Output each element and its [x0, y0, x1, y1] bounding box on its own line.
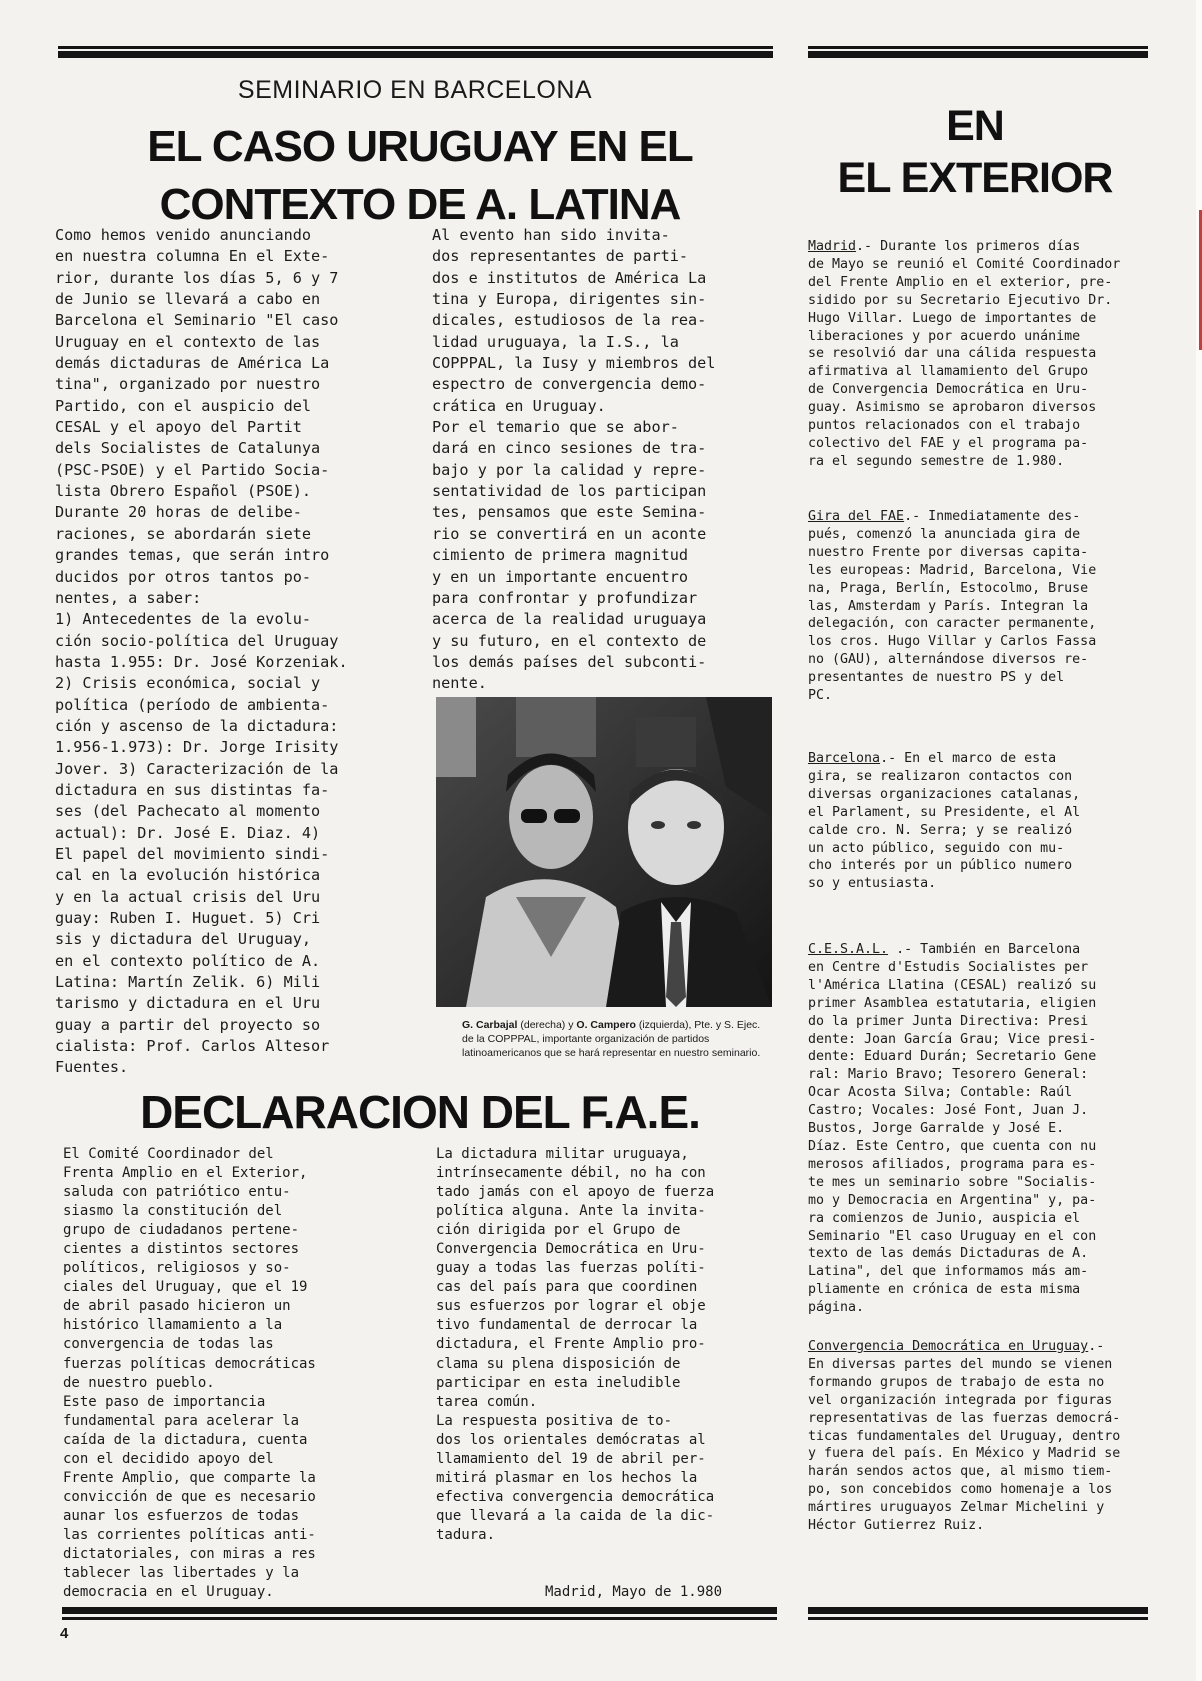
side-headline-line-1: EN — [946, 102, 1004, 150]
section-kicker: SEMINARIO EN BARCELONA — [237, 76, 593, 104]
exterior-text: .- En el marco de esta gira, se realizaron contactos con diversas organizaciones catalanas, el Parlament, su Presidente, el Al calde cro. N. Serra; y se realizó un acto público, seguido con mu- cho interés por un público numero so y entusiasta. — [808, 751, 1081, 892]
seminar-article-column-2: Al evento han sido invita- dos representantes de parti- dos e institutos de América La tina y Europa, dirigentes sin- dicales, estudiosos de la rea- lidad uruguaya, la I.S., la COPPPAL, la Iusy y miembros del espectro de convergencia demo- crática en Uruguay. Por el temario que se abor- dará en cinco sesiones de tra- bajo y por la calidad y repre- sentatividad de los participan tes, pensamos que este Semina- rio se convertirá en un aconte cimiento de primera magnitud y en un importante encuentro para confrontar y profundizar acerca de la realidad uruguaya y su futuro, en el contexto de los demás países del subconti- nente. — [432, 226, 716, 693]
declaration-title: DECLARACION DEL F.A.E. — [140, 1086, 700, 1138]
bottom-rule-left-thin — [62, 1617, 777, 1620]
exterior-text: .- En diversas partes del mundo se vienen formando grupos de trabajo de esta no vel organización integrada por figuras representativas de las fuerzas democrá- ticas fundamentales del Uruguay, dentro y fuera del país. En México y Madrid se harán sendos actos que, al mismo tiem- po, son concebidos como homenaje a los mártires uruguayos Zelmar Michelini y Héctor Gutierrez Ruiz. — [808, 1339, 1121, 1534]
exterior-place: Convergencia Democrática en Uruguay — [808, 1339, 1089, 1354]
exterior-item-convergencia — [808, 1338, 1158, 1535]
caption-text-1: (derecha) y — [517, 1019, 577, 1031]
bottom-rule-left-thick — [62, 1607, 777, 1614]
seminar-article-column-1: Como hemos venido anunciando en nuestra columna En el Exte- rior, durante los días 5, 6 y 7 de Junio se llevará a cabo en Barcelona el Seminario "El caso Uruguay en el contexto de las demás dictaduras de América La tina", organizado por nuestro Partido, con el auspicio del CESAL y el apoyo del Partit dels Socialistes de Catalunya (PSC-PSOE) y el Partido Socia- lista Obrero Español (PSOE). Durante 20 horas de delibe- raciones, se abordarán siete grandes temas, que serán intro ducidos por otros tantos po- nentes, a saber: 1) Antecedentes de la evolu- ción socio-política del Uruguay hasta 1.955: Dr. José Korzeniak. 2) Crisis económica, social y política (período de ambienta- ción y ascenso de la dictadura: 1.956-1.973): Dr. Jorge Irisity Jover. 3) Caracterización de la dictadura en sus distintas fa- ses (del Pachecato al momento actual): Dr. José E. Diaz. 4) El papel del movimiento sindi- cal en la evolución histórica y en la actual crisis del Uru guay: Ruben I. Huguet. 5) Cri sis y dictadura del Uruguay, en el contexto político de A. Latina: Martín Zelik. 6) Mili tarismo y dictadura en el Uru guay a partir del proyecto so cialista: Prof. Carlos Altesor Fuentes. — [55, 226, 348, 1077]
exterior-place: Gira del FAE — [808, 509, 905, 524]
top-rule-left-thin — [58, 46, 773, 49]
headline-line-1: EL CASO URUGUAY EN EL — [147, 122, 693, 171]
main-headline — [60, 118, 780, 234]
declaration-signature: Madrid, Mayo de 1.980 — [545, 1584, 723, 1600]
exterior-text: .- Durante los primeros días de Mayo se reunió el Comité Coordinador del Frente Amplio en el exterior, pre- sidido por su Secretario Ejecutivo Dr. Hugo Villar. Luego de importantes de liberaciones y por acuerdo unánime se resolvió dar una cálida respuesta afirmativa al llamamiento del Grupo de Convergencia Democrática en Uru- guay. Asimismo se aprobaron diversos puntos relacionados con el trabajo colectivo del FAE y el programa pa- ra el segundo semestre de 1.980. — [808, 239, 1121, 469]
side-section-headline — [805, 100, 1145, 204]
exterior-place: Barcelona — [808, 751, 881, 766]
declaration-column-2: La dictadura militar uruguaya, intrínsecamente débil, no ha con tado jamás con el apoyo de fuerza política alguna. Ante la invita- ción dirigida por el Grupo de Convergencia Democrática en Uru- guay a todas las fuerzas políti- cas del país para que coordinen sus esfuerzos por lograr el obje tivo fundamental de derrocar la dictadura, el Frente Amplio pro- clama su plena disposición de participar en esta ineludible tarea común. La respuesta positiva de to- dos los orientales demócratas al llamamiento del 19 de abril per- mitirá plasmar en los hechos la efectiva convergencia democrática que llevará a la caida de la dic- tadura. — [436, 1146, 715, 1543]
caption-name-1: G. Carbajal — [462, 1019, 518, 1031]
exterior-text: .- Inmediatamente des- pués, comenzó la anunciada gira de nuestro Frente por diversas capita- les europeas: Madrid, Barcelona, Vie na, Praga, Berlín, Estocolmo, Bruse las, Amsterdam y París. Integran la delegación, con caracter permanente, los cros. Hugo Villar y Carlos Fassa no (GAU), alternándose diversos re- presentantes de nuestro PS y del PC. — [808, 509, 1097, 704]
declaration-column-1: El Comité Coordinador del Frenta Amplio en el Exterior, saluda con patriótico entu- siasmo la constitución del grupo de ciudadanos pertene- cientes a distintos sectores políticos, religiosos y so- ciales del Uruguay, que el 19 de abril pasado hicieron un histórico llamamiento a la convergencia de todas las fuerzas políticas democráticas de nuestro pueblo. Este paso de importancia fundamental para acelerar la caída de la dictadura, cuenta con el decidido apoyo del Frente Amplio, que comparte la convicción de que es necesario aunar los esfuerzos de todas las corrientes políticas anti- dictatoriales, con miras a res tablecer las libertades y la democracia en el Uruguay. — [63, 1146, 316, 1601]
bottom-rule-right-thin — [808, 1617, 1148, 1620]
photo-caption — [462, 1018, 762, 1060]
news-photo — [436, 697, 772, 1007]
caption-name-2: O. Campero — [576, 1019, 636, 1031]
bottom-rule-right-thick — [808, 1607, 1148, 1614]
exterior-item-gira — [808, 508, 1158, 705]
exterior-text: .- También en Barcelona en Centre d'Estudis Socialistes per l'América Llatina (CESAL) realizó su primer Asamblea estatutaria, eligien do la primer Junta Directiva: Presi dente: Joan García Grau; Vice presi- dente: Eduard Durán; Secretario Gene ral: Mario Bravo; Tesorero General: Ocar Acosta Silva; Contable: Raúl Castro; Vocales: José Font, Juan J. Bustos, Jorge Garralde y José E. Díaz. Este Centro, que cuenta con nu merosos afiliados, programa para es- te mes un seminario sobre "Socialis- mo y Democracia en Argentina" y, pa- ra comienzos de Junio, auspicia el Seminario "El caso Uruguay en el con texto de las demás Dictaduras de A. Latina", del que informamos más am- pliamente en crónica de esta misma página. — [808, 942, 1097, 1316]
top-rule-left-thick — [58, 51, 773, 58]
caption-text-2: (izquierda), Pte. y S. Ejec. de la COPPPAL, importante organización de partidos latinoamericanos que se hará representar en nuestro seminario. — [462, 1019, 761, 1059]
top-rule-right-thin — [808, 46, 1148, 49]
exterior-place: Madrid — [808, 239, 857, 254]
exterior-place: C.E.S.A.L. — [808, 942, 889, 957]
headline-line-2: CONTEXTO DE A. LATINA — [159, 180, 681, 229]
exterior-item-madrid — [808, 238, 1158, 471]
side-headline-line-2: EL EXTERIOR — [837, 154, 1113, 202]
photo-illustration — [436, 697, 772, 1007]
exterior-item-barcelona — [808, 750, 1158, 893]
exterior-item-cesal — [808, 941, 1158, 1317]
page-number: 4 — [60, 1625, 69, 1642]
top-rule-right-thick — [808, 51, 1148, 58]
